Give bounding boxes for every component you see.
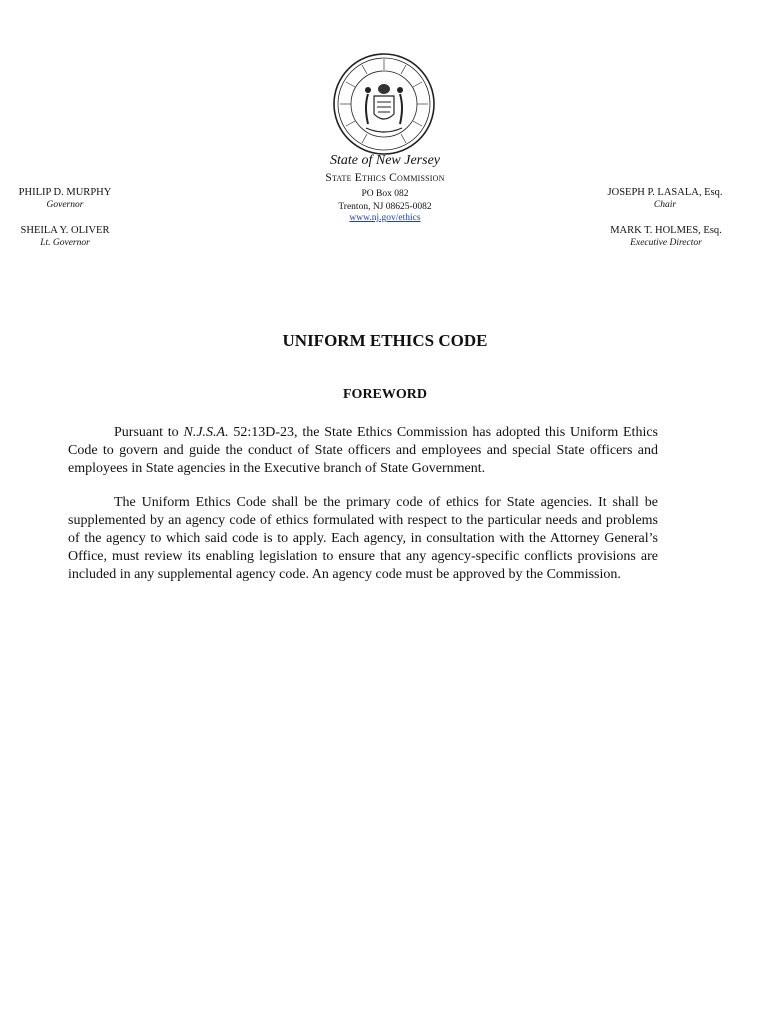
official-name: SHEILA Y. OLIVER — [20, 225, 110, 236]
address-po-box: PO Box 082 — [361, 189, 409, 199]
section-heading: FOREWORD — [343, 387, 427, 402]
foreword-paragraph-1 — [68, 424, 658, 478]
website-link[interactable]: www.nj.gov/ethics — [349, 213, 421, 223]
official-title: Executive Director — [630, 238, 702, 248]
foreword-paragraph-2: The Uniform Ethics Code shall be the primary code of ethics for State agencies. It shall be supplemented by an agency code of ethics formulated with respect to the particular needs and problems of the agency to which said code is to apply. Each agency, in consultation with the Attorney General’s Office, must review its enabling legislation to ensure that any agency-specific conflicts provisions are included in any supplemental agency code. An agency code must be approved by the Commission. — [68, 495, 658, 582]
official-name: PHILIP D. MURPHY — [18, 187, 112, 198]
official-title: Chair — [653, 200, 677, 210]
state-seal-icon — [332, 52, 436, 156]
official-title: Lt. Governor — [40, 238, 90, 248]
official-executive-director — [590, 225, 742, 248]
document-title: UNIFORM ETHICS CODE — [282, 331, 488, 350]
official-governor — [2, 187, 128, 210]
paragraph-text: 52:13D-23, the State Ethics Commission has adopted this Uniform Ethics Code to govern and guide the conduct of State officers and employees and special State officers and employees in State agencies in the Executive branch of State Government. — [68, 425, 658, 476]
statute-citation: N.J.S.A. — [183, 425, 229, 440]
official-lt-governor — [2, 225, 128, 248]
commission-name: State Ethics Commission — [325, 172, 445, 184]
official-name: MARK T. HOLMES, Esq. — [610, 225, 722, 236]
official-title: Governor — [46, 200, 84, 210]
address-city: Trenton, NJ 08625-0082 — [338, 202, 432, 212]
official-chair — [588, 187, 742, 210]
paragraph-prefix: Pursuant to — [114, 425, 184, 440]
state-name: State of New Jersey — [329, 153, 441, 168]
official-name: JOSEPH P. LASALA, Esq. — [607, 187, 723, 198]
